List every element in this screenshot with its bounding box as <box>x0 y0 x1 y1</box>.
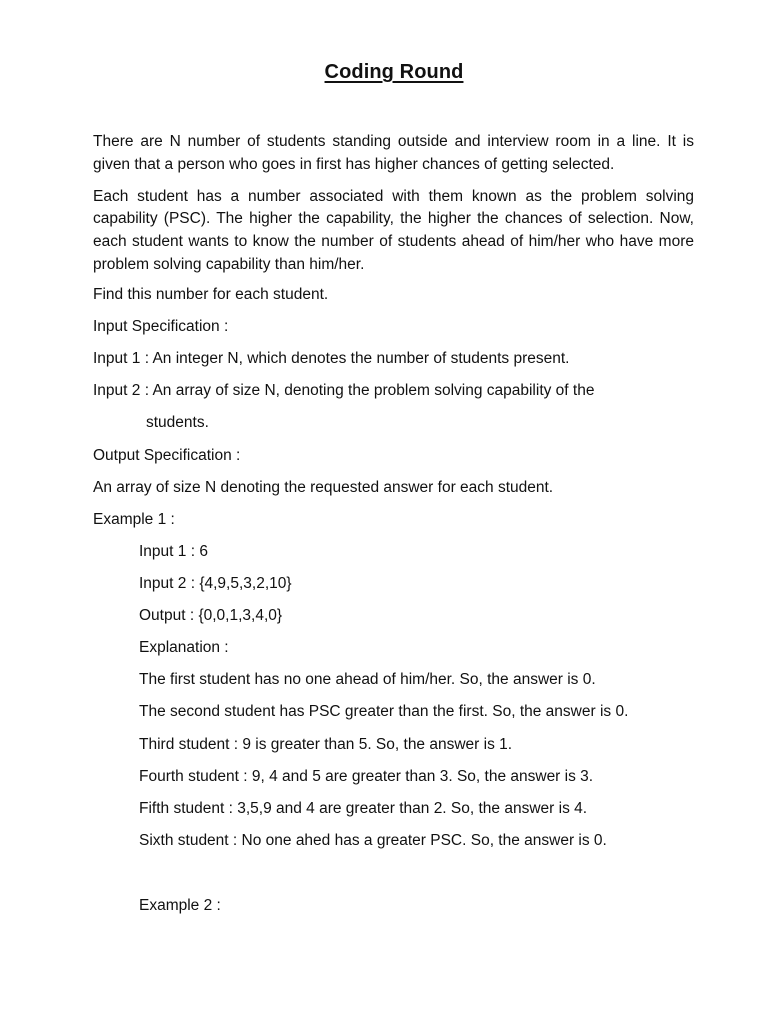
explanation-line: Third student : 9 is greater than 5. So, the answer is 1. <box>139 736 513 753</box>
explanation-line: Fifth student : 3,5,9 and 4 are greater than 2. So, the answer is 4. <box>139 800 588 817</box>
example-1-output: Output : {0,0,1,3,4,0} <box>139 607 283 624</box>
output-spec-heading: Output Specification : <box>93 447 241 464</box>
example-1-explanation-heading: Explanation : <box>139 639 229 656</box>
explanation-line: The second student has PSC greater than the first. So, the answer is 0. <box>139 703 629 720</box>
intro-section <box>93 131 694 277</box>
example-2-heading: Example 2 : <box>139 897 221 914</box>
explanation-line: Sixth student : No one ahed has a greater PSC. So, the answer is 0. <box>139 832 607 849</box>
example-1-input-1: Input 1 : 6 <box>139 543 208 560</box>
intro-paragraph-2: Each student has a number associated with them known as the problem solving capability (PSC). The higher the capability, the higher the chances of selection. Now, each student wants to know the number of students ahead of him/her who have more problem solving capability than him/her. <box>93 187 694 273</box>
input-1-spec: Input 1 : An integer N, which denotes the number of students present. <box>93 350 570 367</box>
find-line: Find this number for each student. <box>93 286 329 303</box>
output-spec-description: An array of size N denoting the requested answer for each student. <box>93 479 554 496</box>
input-2-spec-continued: students. <box>146 414 209 431</box>
page-title: Coding Round <box>324 61 464 83</box>
example-1-input-2: Input 2 : {4,9,5,3,2,10} <box>139 575 292 592</box>
input-2-spec: Input 2 : An array of size N, denoting the problem solving capability of the <box>93 382 595 399</box>
explanation-line: Fourth student : 9, 4 and 5 are greater than 3. So, the answer is 3. <box>139 768 594 785</box>
explanation-line: The first student has no one ahead of him/her. So, the answer is 0. <box>139 671 596 688</box>
intro-paragraph-1: There are N number of students standing outside and interview room in a line. It is given that a person who goes in first has higher chances of getting selected. <box>93 133 694 173</box>
example-1-heading: Example 1 : <box>93 511 175 528</box>
input-spec-heading: Input Specification : <box>93 318 229 335</box>
